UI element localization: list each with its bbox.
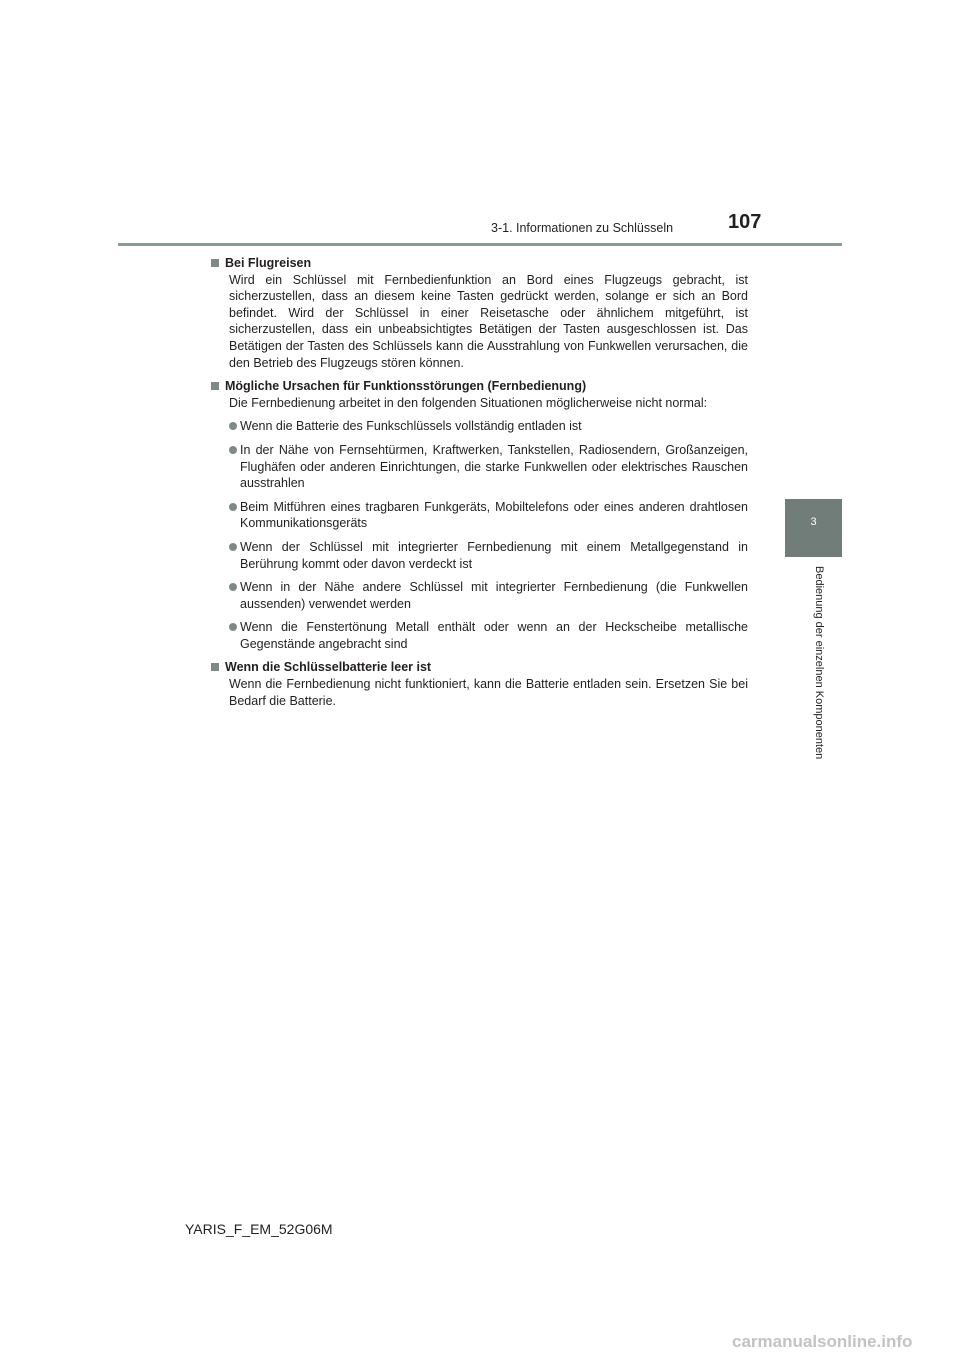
list-item	[229, 418, 748, 435]
section-heading	[211, 659, 748, 676]
section-heading	[211, 378, 748, 395]
square-bullet-icon	[211, 663, 219, 671]
section-air-travel	[211, 255, 748, 371]
square-bullet-icon	[211, 259, 219, 267]
list-item	[229, 442, 748, 492]
section-paragraph: Wenn die Fernbedienung nicht funktioniert, kann die Batterie entladen sein. Ersetzen Sie bei Bedarf die Batterie.	[229, 677, 748, 708]
chapter-label: Bedienung der einzelnen Komponenten	[813, 566, 825, 760]
watermark-link[interactable]: carmanualsonline.info	[732, 1332, 913, 1351]
list-item	[229, 539, 748, 572]
list-item	[229, 499, 748, 532]
list-item-text: Wenn die Batterie des Funkschlüssels vollständig entladen ist	[240, 419, 582, 434]
heading-text: Bei Flugreisen	[225, 256, 312, 270]
square-bullet-icon	[211, 382, 219, 390]
list-item-text: Beim Mitführen eines tragbaren Funkgeräts, Mobiltelefons oder eines anderen drahtlosen Kommunikationsgeräts	[240, 499, 748, 531]
heading-text: Mögliche Ursachen für Funktionsstörungen (Fernbedienung)	[225, 379, 587, 394]
chapter-number: 3	[810, 516, 817, 528]
document-code: YARIS_F_EM_52G06M	[185, 1221, 333, 1237]
section-empty-battery	[211, 659, 748, 709]
circle-bullet-icon	[229, 543, 237, 551]
circle-bullet-icon	[229, 583, 237, 591]
list-item-text: Wenn in der Nähe andere Schlüssel mit integrierter Fernbedienung (die Funkwellen aussenden) verwendet werden	[240, 580, 748, 611]
chapter-tab	[785, 499, 842, 557]
header-rule	[118, 243, 842, 246]
circle-bullet-icon	[229, 623, 237, 631]
list-item-text: In der Nähe von Fernsehtürmen, Kraftwerken, Tankstellen, Radiosendern, Großanzeigen, Flughäfen oder anderen Einrichtungen, die starke Funkwellen oder elektrisches Rauschen ausstrahlen	[240, 442, 748, 491]
circle-bullet-icon	[229, 503, 237, 511]
list-item	[229, 579, 748, 612]
section-heading	[211, 255, 748, 272]
circle-bullet-icon	[229, 422, 237, 430]
section-paragraph: Die Fernbedienung arbeitet in den folgenden Situationen möglicherweise nicht normal:	[229, 395, 708, 410]
list-item-text: Wenn die Fenstertönung Metall enthält oder wenn an der Heckscheibe metallische Gegenstände angebracht sind	[240, 620, 748, 651]
page-content	[211, 255, 748, 716]
list-item	[229, 619, 748, 652]
heading-text: Wenn die Schlüsselbatterie leer ist	[225, 660, 432, 675]
section-paragraph: Wird ein Schlüssel mit Fernbedienfunktion an Bord eines Flugzeugs gebracht, ist sicherzustellen, dass an diesem keine Tasten gedrückt werden, solange er sich an Bord befindet. Wird der Schlüssel in einer Reisetasche oder ähnlichem mitgeführt, ist sicherzustellen, dass ein unbeabsichtigtes Betätigen der Tasten ausgeschlossen ist. Das Betätigen der Tasten des Schlüssels kann die Ausstrahlung von Funkwellen verursachen, die den Betrieb des Flugzeugs stören können.	[229, 272, 748, 370]
page-number: 107	[728, 211, 762, 233]
list-item-text: Wenn der Schlüssel mit integrierter Fernbedienung mit einem Metallgegenstand in Berührung kommt oder davon verdeckt ist	[240, 539, 748, 571]
section-malfunction-causes	[211, 378, 748, 652]
circle-bullet-icon	[229, 446, 237, 454]
section-title: 3-1. Informationen zu Schlüsseln	[491, 221, 674, 235]
